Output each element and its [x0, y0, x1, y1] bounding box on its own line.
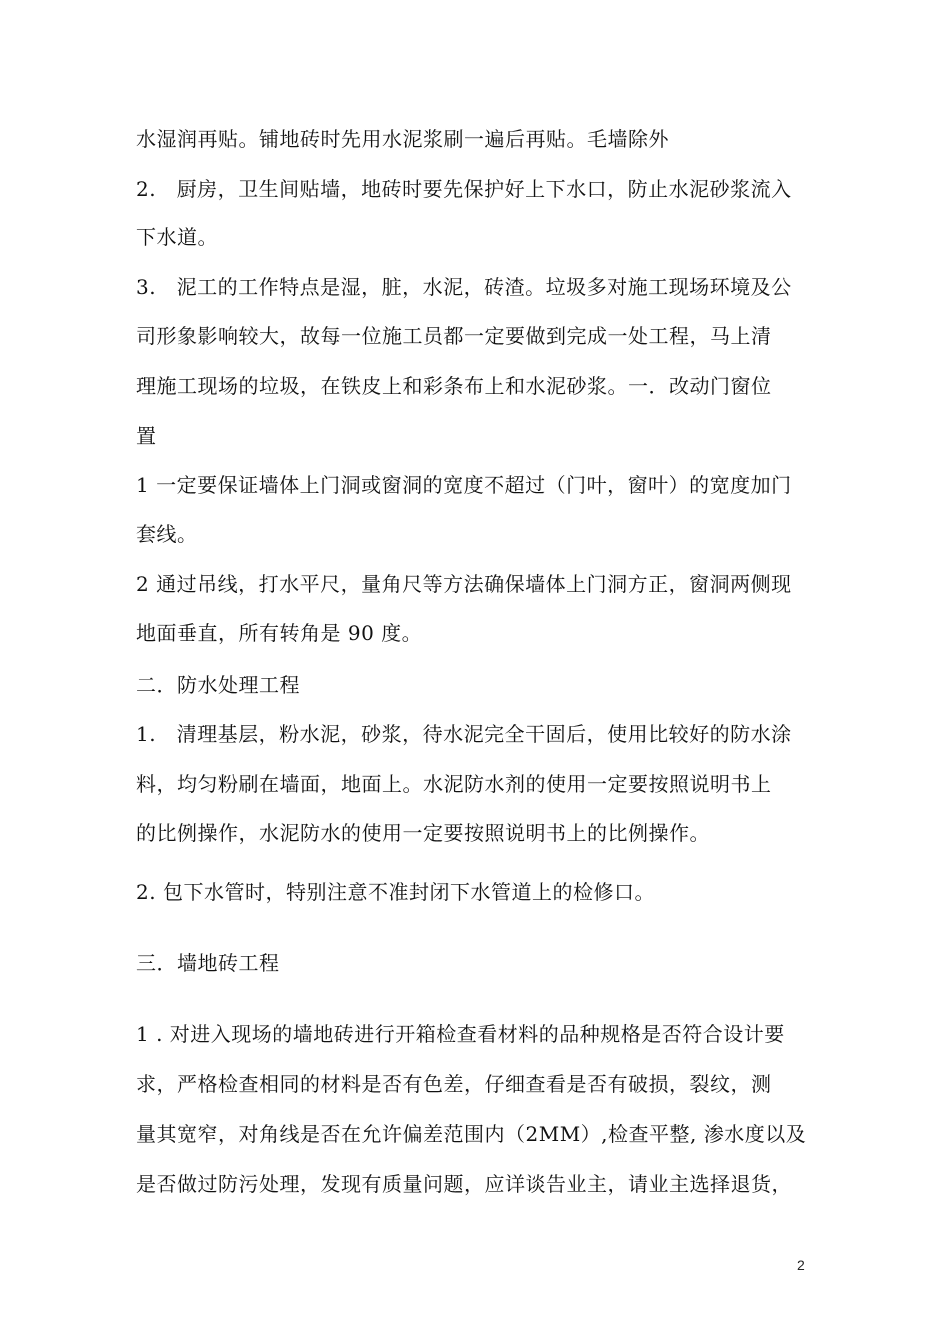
text-line: 2. 包下水管时，特别注意不准封闭下水管道上的检修口。 [136, 880, 655, 904]
text-line: 套线。 [136, 522, 198, 546]
text-line: 理施工现场的垃圾，在铁皮上和彩条布上和水泥砂浆。一．改动门窗位 [136, 374, 772, 398]
text-line: 1 一定要保证墙体上门洞或窗洞的宽度不超过（门叶，窗叶）的宽度加门 [136, 473, 792, 497]
text-line: 下水道。 [136, 225, 218, 249]
text-line: 2 通过吊线，打水平尺，量角尺等方法确保墙体上门洞方正，窗洞两侧现 [136, 572, 792, 596]
text-line: 求，严格检查相同的材料是否有色差，仔细查看是否有破损，裂纹，测 [136, 1072, 772, 1096]
section-heading: 二．防水处理工程 [136, 673, 300, 697]
text-line: 料，均匀粉刷在墙面，地面上。水泥防水剂的使用一定要按照说明书上 [136, 772, 772, 796]
text-line: 地面垂直，所有转角是 90 度。 [136, 621, 423, 645]
text-line: 2. 厨房，卫生间贴墙，地砖时要先保护好上下水口，防止水泥砂浆流入 [136, 177, 792, 201]
text-line: 1. 清理基层，粉水泥，砂浆，待水泥完全干固后，使用比较好的防水涂 [136, 722, 792, 746]
page-number: 2 [797, 1257, 805, 1273]
text-line: 3. 泥工的工作特点是湿，脏，水泥，砖渣。垃圾多对施工现场环境及公 [136, 275, 792, 299]
text-line: 1 . 对进入现场的墙地砖进行开箱检查看材料的品种规格是否符合设计要 [136, 1022, 785, 1046]
text-line: 量其宽窄，对角线是否在允许偏差范围内（2MM）,检查平整, 渗水度以及 [136, 1122, 807, 1146]
text-line: 的比例操作，水泥防水的使用一定要按照说明书上的比例操作。 [136, 821, 710, 845]
text-line: 置 [136, 424, 157, 448]
text-line: 是否做过防污处理，发现有质量问题，应详谈告业主，请业主选择退货， [136, 1172, 792, 1196]
text-line: 司形象影响较大，故每一位施工员都一定要做到完成一处工程，马上清 [136, 324, 772, 348]
section-heading: 三．墙地砖工程 [136, 951, 280, 975]
text-line: 水湿润再贴。铺地砖时先用水泥浆刷一遍后再贴。毛墙除外 [136, 127, 669, 151]
